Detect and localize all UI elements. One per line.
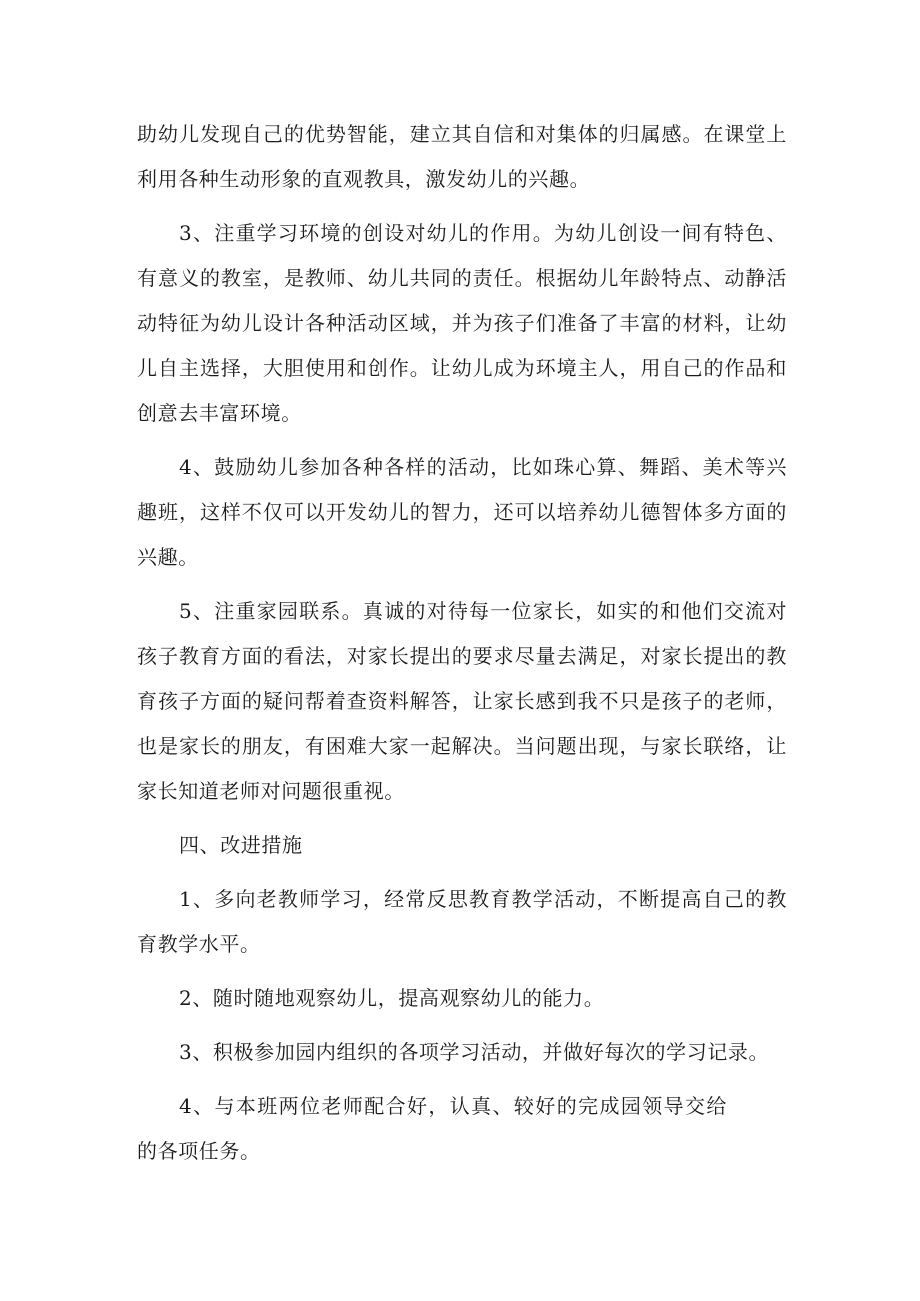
paragraph-item-4: 4、鼓励幼儿参加各种各样的活动，比如珠心算、舞蹈、美术等兴趣班，这样不仅可以开发幼儿的智力，还可以培养幼儿德智体多方面的兴趣。 [137,455,787,569]
section-heading: 四、改进措施 [179,833,303,857]
measure-item-1: 1、多向老教师学习，经常反思教育教学活动，不断提高自己的教育教学水平。 [137,887,787,956]
measure-item-3: 3、积极参加园内组织的各项学习活动，并做好每次的学习记录。 [179,1040,770,1064]
paragraph-item-5: 5、注重家园联系。真诚的对待每一位家长，如实的和他们交流对孩子教育方面的看法，对家长提出的要求尽量去满足，对家长提出的教育孩子方面的疑问帮着查资料解答，让家长感到我不只是孩子的老师，也是家长的朋友，有困难大家一起解决。当问题出现，与家长联络，让家长知道老师对问题很重视。 [137,599,787,803]
measure-item-2: 2、随时随地观察幼儿，提高观察幼儿的能力。 [179,986,605,1010]
paragraph-continuation: 助幼儿发现自己的优势智能，建立其自信和对集体的归属感。在课堂上利用各种生动形象的直观教具，激发幼儿的兴趣。 [137,122,787,191]
paragraph-item-3: 3、注重学习环境的创设对幼儿的作用。为幼儿创设一间有特色、有意义的教室，是教师、幼儿共同的责任。根据幼儿年龄特点、动静活动特征为幼儿设计各种活动区域，并为孩子们准备了丰富的材料，让幼儿自主选择，大胆使用和创作。让幼儿成为环境主人，用自己的作品和创意去丰富环境。 [137,221,787,425]
document-body [137,112,787,1183]
measure-item-4: 4、与本班两位老师配合好，认真、较好的完成园领导交给的各项任务。 [137,1094,727,1163]
